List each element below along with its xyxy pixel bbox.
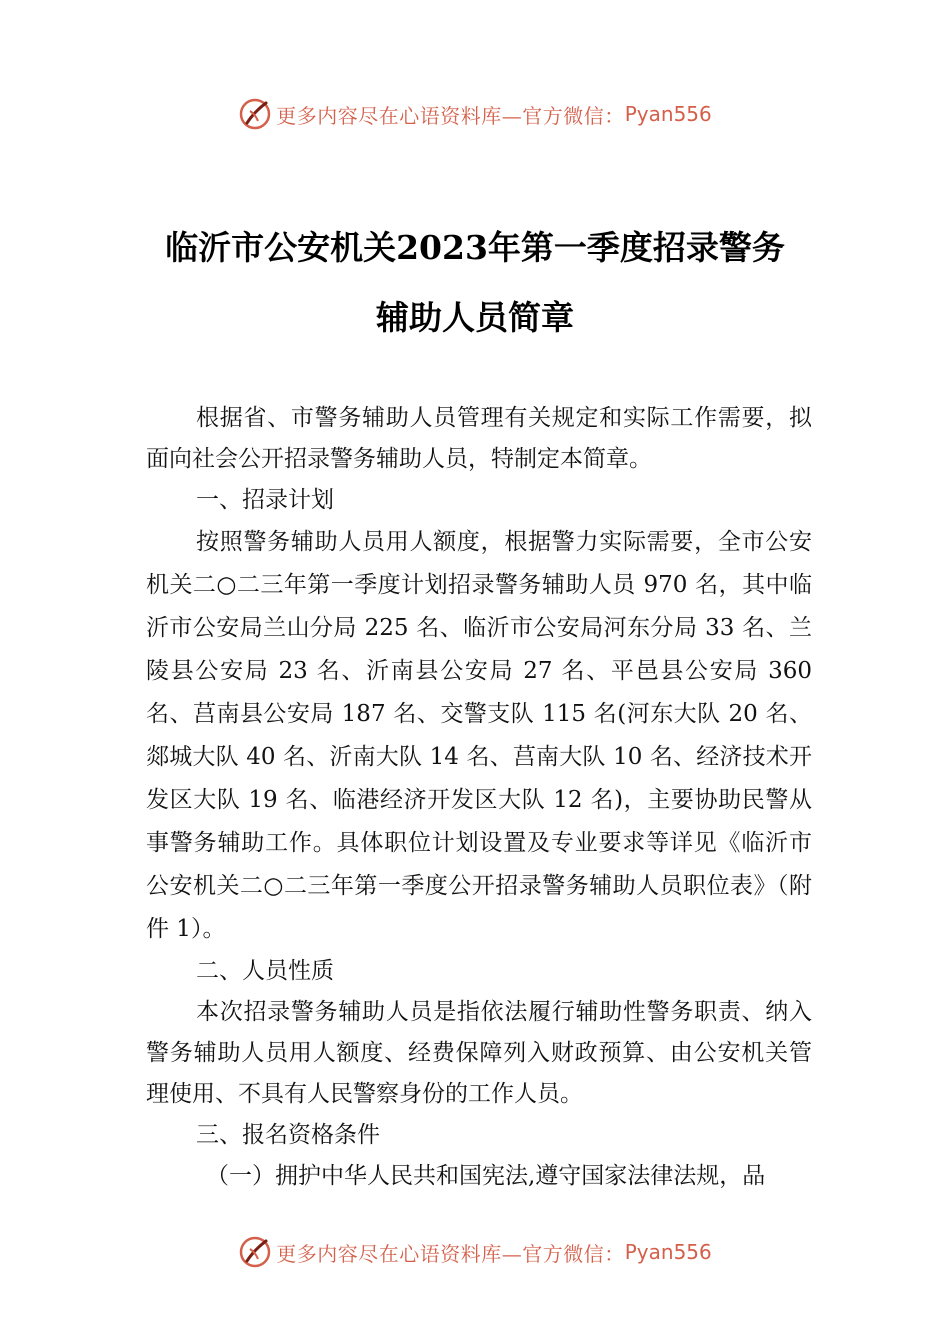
watermark-handle: Pyan556 xyxy=(624,1240,712,1264)
section3-item1: （一）拥护中华人民共和国宪法,遵守国家法律法规，品 xyxy=(206,1163,766,1189)
document-title-line1: 临沂市公安机关2023年第一季度招录警务 xyxy=(165,228,785,267)
section1-paragraph: 按照警务辅助人员用人额度，根据警力实际需要，全市公安机关二○二三年第一季度计划招录警务辅助人员 970 名，其中临沂市公安局兰山分局 225 名、临沂市公安局河东分局 33 名、兰陵县公安局 23 名、沂南县公安局 27 名、平邑县公安局 360 名、莒南县公安局 187 名、交警支队 115 名(河东大队 20 名、郯城大队 40 名、沂南大队 14 名、莒南大队 10 名、经济技术开发区大队 19 名、临港经济开发区大队 12 名)，主要协助民警从事警务辅助工作。具体职位计划设置及专业要求等详见《临沂市公安机关二○二三年第一季度公开招录警务辅助人员职位表》（附件 1）。 xyxy=(146,529,812,942)
brush-logo-icon xyxy=(238,97,272,131)
document-title-line2: 辅助人员简章 xyxy=(376,298,574,337)
section3-heading: 三、报名资格条件 xyxy=(196,1122,380,1148)
document-body xyxy=(146,398,812,1197)
section2-paragraph: 本次招录警务辅助人员是指依法履行辅助性警务职责、纳入警务辅助人员用人额度、经费保障列入财政预算、由公安机关管理使用、不具有人民警察身份的工作人员。 xyxy=(146,999,812,1107)
brush-logo-icon xyxy=(238,1235,272,1269)
watermark-footer xyxy=(0,1232,950,1272)
section2-heading: 二、人员性质 xyxy=(196,958,334,984)
watermark-text: 更多内容尽在心语资料库—官方微信： xyxy=(276,1241,625,1266)
watermark-text: 更多内容尽在心语资料库—官方微信： xyxy=(276,103,625,128)
intro-paragraph: 根据省、市警务辅助人员管理有关规定和实际工作需要，拟面向社会公开招录警务辅助人员，特制定本简章。 xyxy=(146,405,812,472)
watermark-handle: Pyan556 xyxy=(624,102,712,126)
watermark-header xyxy=(0,94,950,134)
section1-heading: 一、招录计划 xyxy=(196,487,334,513)
